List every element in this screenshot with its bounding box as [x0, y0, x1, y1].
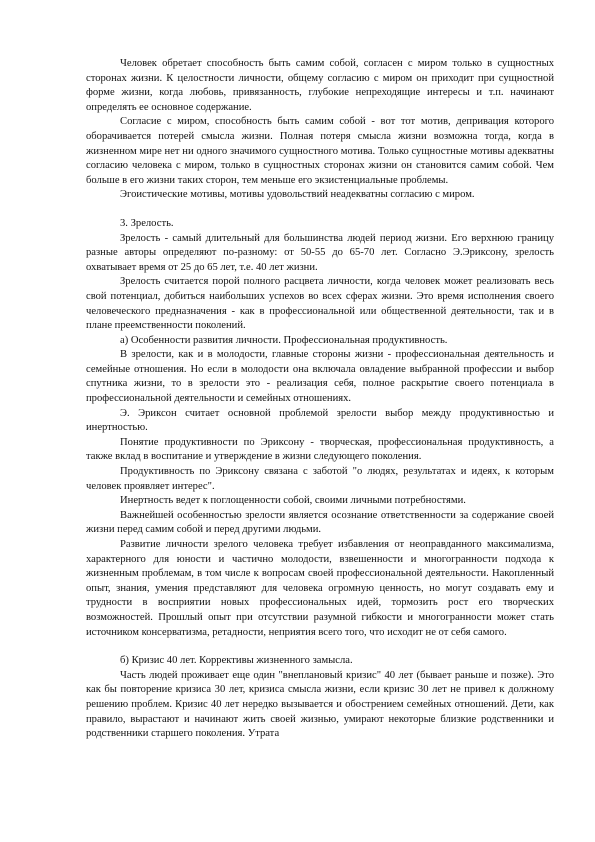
paragraph: Развитие личности зрелого человека требует избавления от неоправданного максимализма, характерного для юности и частично молодости, взвешенности и многогранности подхода к жизненным проблемам, в том числе к вопросам своей профессиональной деятельности. Накопленный опыт, знания, умения представляют для человека огромную ценность, но могут создавать ему и трудности в восприятии новых профессиональных идей, тормозить рост его творческих возможностей. Прошлый опыт при отсутствии разумной гибкости и многогранности может стать источником консерватизма, ретадности, неприятия всего того, что исходит не от себя самого.: [86, 539, 554, 638]
paragraph: Зрелость считается порой полного расцвета личности, когда человек может реализовать весь свой потенциал, добиться наибольших успехов во всех сферах жизни. Это время исполнения своего человеческого предназначения - как в профессиональной или общественной деятельности, так и в плане преемственности поколений.: [86, 276, 554, 332]
paragraph: Э. Эриксон считает основной проблемой зрелости выбор между продуктивностью и инертностью.: [86, 407, 554, 434]
subsection-heading: б) Кризис 40 лет. Коррективы жизненного замысла.: [120, 655, 353, 667]
paragraph: Зрелость - самый длительный для большинства людей период жизни. Его верхнюю границу разные авторы определяют по-разному: от 50-55 до 65-70 лет. Согласно Э.Эриксону, зрелость охватывает время от 25 до 65 лет, т.е. 40 лет жизни.: [86, 232, 554, 273]
subsection-heading: а) Особенности развития личности. Профессиональная продуктивность.: [120, 334, 448, 346]
paragraph: Эгоистические мотивы, мотивы удовольствий неадекватны согласию с миром.: [120, 189, 475, 201]
paragraph: Инертность ведет к поглощенности собой, своими личными потребностями.: [120, 495, 466, 507]
paragraph: Согласие с миром, способность быть самим собой - вот тот мотив, депривация которого оборачивается потерей смысла жизни. Полная потеря смысла жизни возможна тогда, когда в жизненном мире нет ни одного значимого сущностного мотива. Только сущностные мотивы адекватны согласию человека с миром, только в сущностных сторонах жизни он становится самим собой. Чем больше в его жизни таких сторон, тем меньше его экзистенциальные проблемы.: [86, 116, 554, 186]
paragraph: Человек обретает способность быть самим собой, согласен с миром только в сущностных сторонах жизни. К целостности личности, общему согласию с миром он приходит при сущностной форме жизни, когда любовь, привязанность, глубокие непреходящие интересы и т.п. начинают определять ее основное содержание.: [86, 58, 554, 113]
document-page: [86, 57, 554, 742]
paragraph: Понятие продуктивности по Эриксону - творческая, профессиональная продуктивность, а также вклад в воспитание и утверждение в жизни следующего поколения.: [86, 436, 554, 463]
paragraph: Важнейшей особенностью зрелости является осознание ответственности за содержание своей жизни перед самим собой и перед другими людьми.: [86, 509, 554, 536]
paragraph: Продуктивность по Эриксону связана с заботой "о людях, результатах и идеях, к которым человек проявляет интерес".: [86, 466, 554, 492]
paragraph: В зрелости, как и в молодости, главные стороны жизни - профессиональная деятельность и семейные отношения. Но если в молодости она включала овладение выбранной профессии и выбор спутника жизни, то в зрелости это - реализация себя, полное раскрытие своего потенциала в профессиональной деятельности и семейных отношениях.: [86, 349, 554, 405]
paragraph: Часть людей проживает еще один "внеплановый кризис" 40 лет (бывает раньше и позже). Это как бы повторение кризиса 30 лет, кризиса смысла жизни, если кризис 30 лет не привел к должному решению проблем. Кризис 40 лет нередко вызывается и обострением семейных отношений. Дети, как правило, вырастают и начинают жить своей жизнью, умирают некоторые близкие родственники и родственники старшего поколения. Утрата: [86, 669, 554, 740]
section-heading: 3. Зрелость.: [120, 217, 174, 229]
